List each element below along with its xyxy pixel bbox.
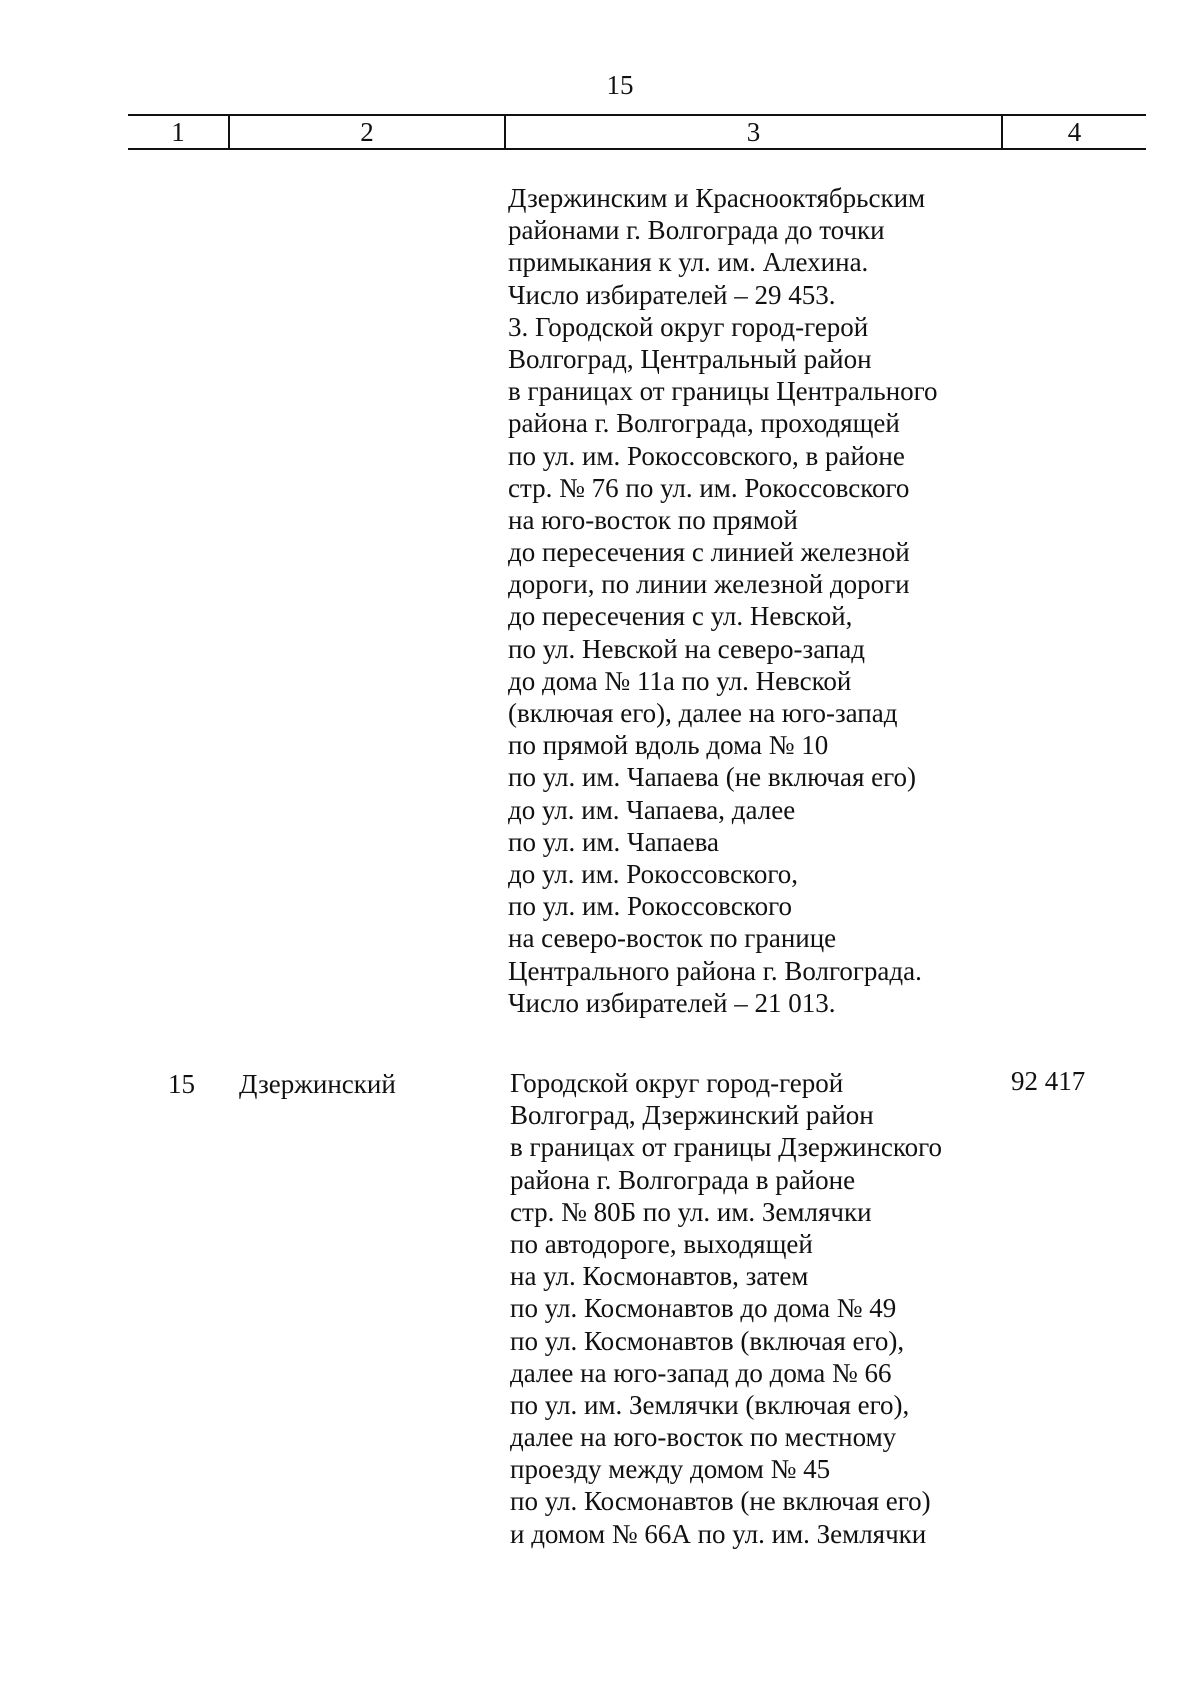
text-line: по прямой вдоль дома № 10 [508, 730, 829, 761]
continuation-description [508, 182, 938, 1019]
text-line: по ул. им. Чапаева [508, 826, 719, 857]
text-line: стр. № 76 по ул. им. Рокоссовского [508, 472, 910, 503]
text-line: стр. № 80Б по ул. им. Землячки [510, 1196, 872, 1227]
text-line: Число избирателей – 21 013. [508, 987, 836, 1018]
text-line: далее на юго-восток по местному [510, 1422, 897, 1453]
text-line: Городской округ город-герой [510, 1068, 844, 1098]
text-line: и домом № 66А по ул. им. Землячки [510, 1518, 927, 1549]
text-line: по ул. им. Землячки (включая его), [510, 1389, 910, 1420]
page-number: 15 [606, 70, 634, 100]
text-line: Дзержинским и Краснооктябрьским [508, 183, 926, 213]
text-line: Волгоград, Центральный район [508, 343, 872, 374]
text-line: до пересечения с ул. Невской, [508, 601, 853, 632]
header-col-1: 1 [171, 117, 185, 147]
text-line: по ул. им. Рокоссовского [508, 891, 792, 922]
text-line: 3. Городской округ город-герой [508, 311, 869, 342]
text-line: до дома № 11а по ул. Невской [508, 665, 852, 696]
row-number: 15 [168, 1069, 195, 1099]
text-line: Волгоград, Дзержинский район [510, 1100, 874, 1131]
header-col-2: 2 [360, 117, 374, 147]
text-line: до пересечения с линией железной [508, 537, 910, 568]
header-col-4: 4 [1067, 117, 1082, 147]
text-line: Центрального района г. Волгограда. [508, 955, 922, 986]
text-line: по ул. им. Рокоссовского, в районе [508, 440, 905, 471]
text-line: по ул. Космонавтов до дома № 49 [510, 1293, 897, 1324]
header-col-3: 3 [746, 117, 761, 147]
text-line: Число избирателей – 29 453. [508, 279, 836, 310]
voter-count: 92 417 [1011, 1066, 1086, 1096]
text-line: по автодороге, выходящей [510, 1228, 813, 1259]
text-line: по ул. Невской на северо-запад [508, 633, 865, 664]
text-line: по ул. им. Чапаева (не включая его) [508, 762, 917, 793]
text-line: на северо-восток по границе [508, 923, 837, 954]
text-line: до ул. им. Чапаева, далее [508, 794, 796, 825]
text-line: на ул. Космонавтов, затем [510, 1261, 809, 1292]
table-header [128, 114, 1146, 150]
district-description [510, 1067, 942, 1550]
text-line: на юго-восток по прямой [508, 504, 798, 535]
header-top-rule [128, 114, 1146, 116]
district-name: Дзержинский [239, 1069, 396, 1099]
text-line: далее на юго-запад до дома № 66 [510, 1357, 892, 1388]
text-line: до ул. им. Рокоссовского, [508, 858, 799, 889]
text-line: по ул. Космонавтов (включая его), [510, 1325, 905, 1356]
text-line: дороги, по линии железной дороги [508, 569, 910, 600]
text-line: района г. Волгограда, проходящей [508, 408, 900, 439]
text-line: в границах от границы Центрального [508, 376, 938, 407]
text-line: районами г. Волгограда до точки [508, 215, 885, 246]
text-line: проезду между домом № 45 [510, 1454, 831, 1485]
text-line: по ул. Космонавтов (не включая его) [510, 1486, 931, 1517]
text-line: района г. Волгограда в районе [510, 1164, 856, 1195]
text-line: примыкания к ул. им. Алехина. [508, 247, 869, 278]
text-line: в границах от границы Дзержинского [510, 1132, 943, 1163]
text-line: (включая его), далее на юго-запад [508, 698, 898, 728]
header-bottom-rule [128, 148, 1146, 150]
